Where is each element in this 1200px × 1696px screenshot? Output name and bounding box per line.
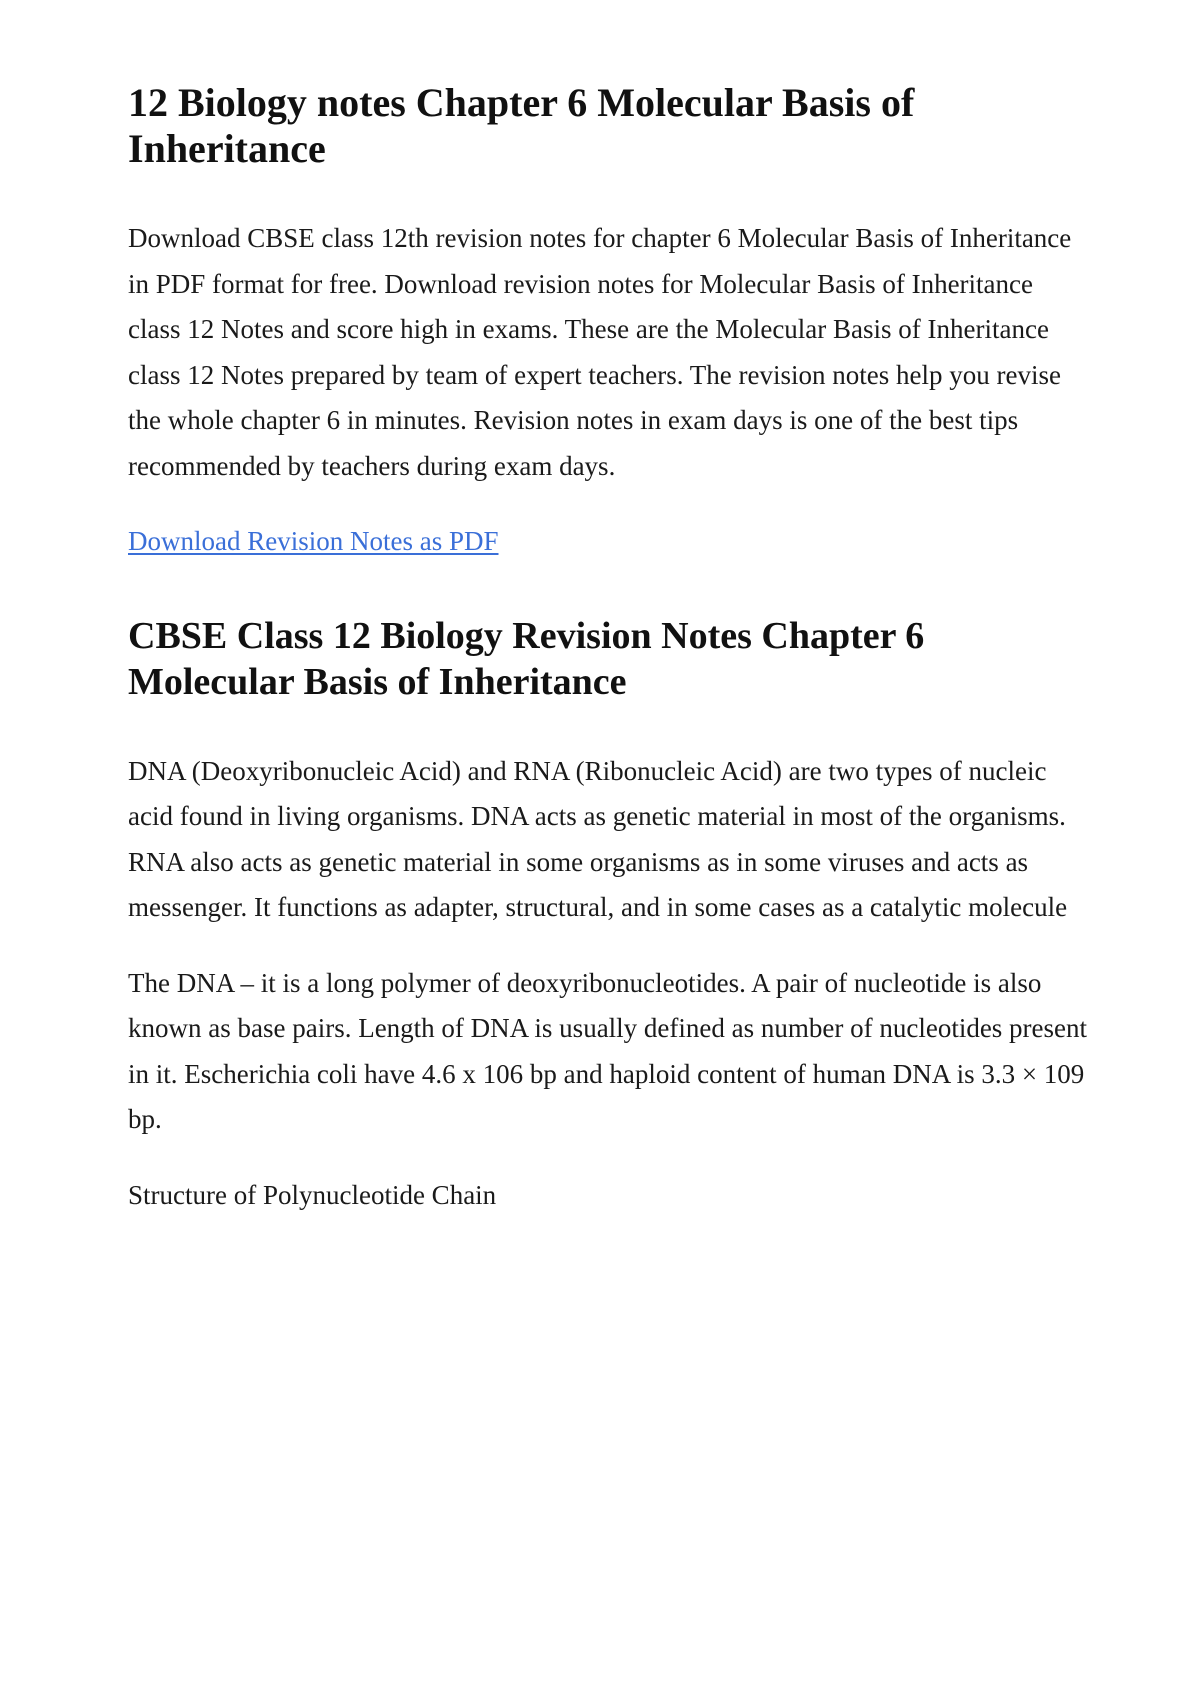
document-page xyxy=(128,80,1088,1248)
download-link-container xyxy=(128,519,1088,565)
nucleic-acid-paragraph: DNA (Deoxyribonucleic Acid) and RNA (Ribonucleic Acid) are two types of nucleic acid found in living organisms. DNA acts as genetic material in most of the organisms. RNA also acts as genetic material in some organisms as in some viruses and acts as messenger. It functions as adapter, structural, and in some cases as a catalytic molecule xyxy=(128,755,1068,922)
download-pdf-link[interactable]: Download Revision Notes as PDF xyxy=(128,526,499,556)
page-title: 12 Biology notes Chapter 6 Molecular Basis of Inheritance xyxy=(128,80,915,171)
dna-paragraph: The DNA – it is a long polymer of deoxyribonucleotides. A pair of nucleotide is also known as base pairs. Length of DNA is usually defined as number of nucleotides present in it. Escherichia coli have 4.6 x 106 bp and haploid content of human DNA is 3.3 × 109 bp. xyxy=(128,967,1088,1134)
section-title: CBSE Class 12 Biology Revision Notes Chapter 6 Molecular Basis of Inheritance xyxy=(128,614,925,703)
polynucleotide-heading-paragraph: Structure of Polynucleotide Chain xyxy=(128,1179,497,1210)
intro-paragraph: Download CBSE class 12th revision notes for chapter 6 Molecular Basis of Inheritance in PDF format for free. Download revision notes for Molecular Basis of Inheritance class 12 Notes and score high in exams. These are the Molecular Basis of Inheritance class 12 Notes prepared by team of expert teachers. The revision notes help you revise the whole chapter 6 in minutes. Revision notes in exam days is one of the best tips recommended by teachers during exam days. xyxy=(128,223,1072,481)
